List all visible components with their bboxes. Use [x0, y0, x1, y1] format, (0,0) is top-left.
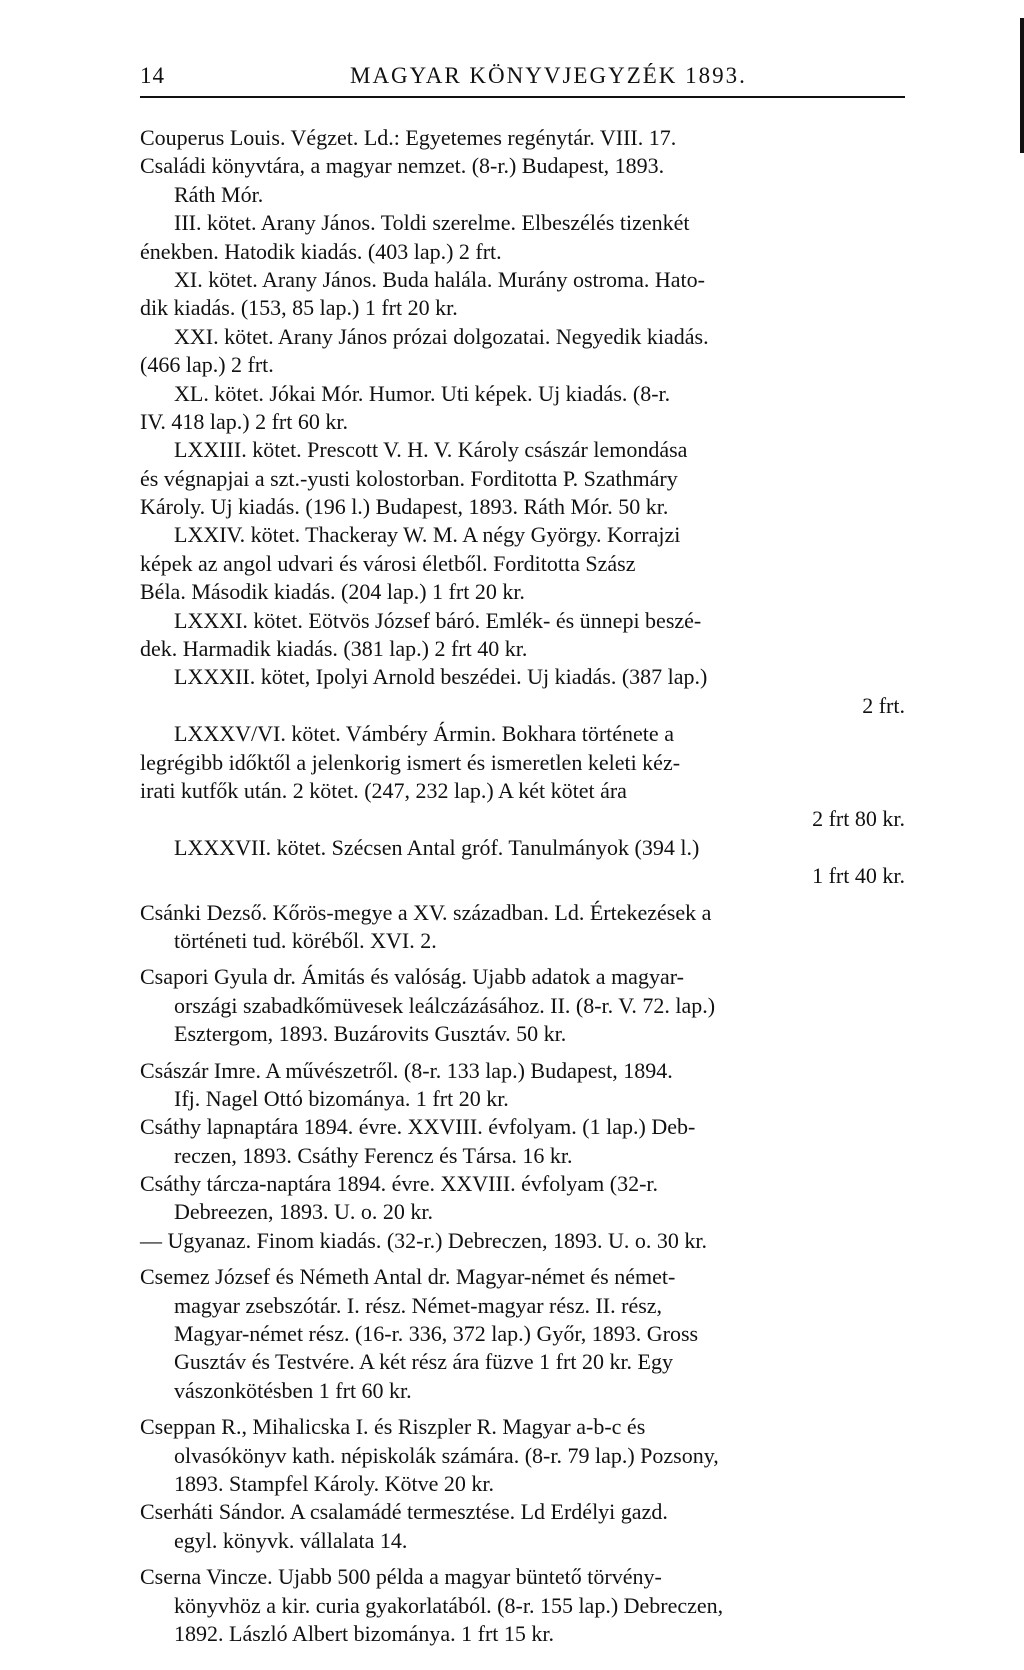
text-line: reczen, 1893. Csáthy Ferencz és Társa. 16 kr.: [174, 1142, 573, 1168]
text-line: Cserháti Sándor. A csalamádé termesztése. Ld Erdélyi gazd.: [140, 1499, 668, 1525]
text-line: dek. Harmadik kiadás. (381 lap.) 2 frt 40 kr.: [140, 636, 528, 662]
text-line: országi szabadkőmüvesek leálczázásához. II. (8-r. V. 72. lap.): [174, 992, 716, 1018]
text-line: olvasókönyv kath. népiskolák számára. (8-r. 79 lap.) Pozsony,: [174, 1442, 719, 1468]
text-line: irati kutfők után. 2 kötet. (247, 232 lap.) A két kötet ára: [140, 777, 627, 803]
text-line: Magyar-német rész. (16-r. 336, 372 lap.) Győr, 1893. Gross: [174, 1321, 699, 1347]
spacer: [140, 891, 905, 899]
entry-cserna: [140, 1563, 905, 1648]
text-line: 2 frt 80 kr.: [812, 806, 905, 832]
text-line: Ráth Mór.: [174, 181, 264, 207]
text-line: vászonkötésben 1 frt 60 kr.: [174, 1377, 412, 1403]
text-line: Esztergom, 1893. Buzárovits Gusztáv. 50 kr.: [174, 1021, 567, 1047]
text-line: képek az angol udvari és városi életből. Forditotta Szász: [140, 550, 636, 576]
spacer: [140, 1049, 905, 1057]
text-line: IV. 418 lap.) 2 frt 60 kr.: [140, 408, 348, 434]
text-line: Családi könyvtára, a magyar nemzet. (8-r.) Budapest, 1893.: [140, 153, 665, 179]
text-line: XI. kötet. Arany János. Buda halála. Murány ostroma. Hato-: [174, 266, 705, 292]
text-line: Cseppan R., Mihalicska I. és Riszpler R. Magyar a-b-c és: [140, 1414, 646, 1440]
text-line: Csemez József és Németh Antal dr. Magyar-német és német-: [140, 1264, 676, 1290]
header-rule: [140, 96, 905, 98]
text-line: Couperus Louis. Végzet. Ld.: Egyetemes regénytár. VIII. 17.: [140, 125, 677, 150]
text-line: énekben. Hatodik kiadás. (403 lap.) 2 frt.: [140, 238, 502, 264]
text-line: egyl. könyvk. vállalata 14.: [174, 1527, 408, 1553]
text-line: 1893. Stampfel Károly. Kötve 20 kr.: [174, 1470, 494, 1496]
text-line: 2 frt.: [862, 692, 905, 718]
spacer: [140, 1255, 905, 1263]
text-line: Csapori Gyula dr. Ámitás és valóság. Ujabb adatok a magyar-: [140, 964, 684, 990]
catalog-entries: [140, 124, 905, 1648]
text-line: Béla. Második kiadás. (204 lap.) 1 frt 20 kr.: [140, 579, 525, 605]
spacer: [140, 1405, 905, 1413]
text-line: LXXXV/VI. kötet. Vámbéry Ármin. Bokhara története a: [174, 721, 674, 747]
text-line: Csáthy lapnaptára 1894. évre. XXVIII. évfolyam. (1 lap.) Deb-: [140, 1114, 696, 1140]
text-line: legrégibb időktől a jelenkorig ismert és ismeretlen keleti kéz-: [140, 749, 681, 775]
spacer: [140, 1555, 905, 1563]
text-line: Gusztáv és Testvére. A két rész ára füzve 1 frt 20 kr. Egy: [174, 1349, 673, 1375]
text-line: LXXXII. kötet, Ipolyi Arnold beszédei. Uj kiadás. (387 lap.): [174, 664, 708, 690]
text-line: Ifj. Nagel Ottó bizománya. 1 frt 20 kr.: [174, 1085, 509, 1111]
text-line: — Ugyanaz. Finom kiadás. (32-r.) Debreczen, 1893. U. o. 30 kr.: [140, 1227, 707, 1253]
text-line: magyar zsebszótár. I. rész. Német-magyar rész. II. rész,: [174, 1292, 663, 1318]
text-line: történeti tud. köréből. XVI. 2.: [174, 927, 437, 953]
text-line: III. kötet. Arany János. Toldi szerelme. Elbeszélés tizenkét: [174, 210, 690, 236]
text-line: Cserna Vincze. Ujabb 500 példa a magyar büntető törvény-: [140, 1564, 662, 1590]
text-line: LXXXVII. kötet. Szécsen Antal gróf. Tanulmányok (394 l.): [174, 834, 700, 860]
text-line: 1 frt 40 kr.: [812, 863, 905, 889]
entry-csathy-lapnaptara: [140, 1113, 905, 1170]
entry-csaszar: [140, 1057, 905, 1114]
text-line: Csánki Dezső. Kőrös-megye a XV. században. Ld. Értekezések a: [140, 899, 712, 925]
page-header: [140, 58, 905, 94]
entry-csaladi-konyvtara: [140, 152, 905, 890]
text-line: (466 lap.) 2 frt.: [140, 352, 274, 378]
text-line: 1892. László Albert bizománya. 1 frt 15 kr.: [174, 1620, 555, 1646]
page-edge-shadow: [1020, 18, 1024, 153]
text-line: LXXXI. kötet. Eötvös József báró. Emlék- és ünnepi beszé-: [174, 607, 702, 633]
text-line: és végnapjai a szt.-yusti kolostorban. Forditotta P. Szathmáry: [140, 465, 678, 491]
text-line: XL. kötet. Jókai Mór. Humor. Uti képek. Uj kiadás. (8-r.: [174, 380, 671, 406]
entry-csemez: [140, 1263, 905, 1405]
running-title: MAGYAR KÖNYVJEGYZÉK 1893.: [350, 63, 747, 88]
entry-csathy-tarcza-naptara: [140, 1170, 905, 1255]
text-line: könyvhöz a kir. curia gyakorlatából. (8-r. 155 lap.) Debreczen,: [174, 1592, 724, 1618]
text-line: Csáthy tárcza-naptára 1894. évre. XXVIII. évfolyam (32-r.: [140, 1171, 659, 1197]
entry-csanki: [140, 899, 905, 956]
text-line: LXXIII. kötet. Prescott V. H. V. Károly császár lemondása: [174, 437, 688, 463]
text-line: dik kiadás. (153, 85 lap.) 1 frt 20 kr.: [140, 295, 458, 321]
entry-couperus: [140, 124, 905, 152]
text-line: XXI. kötet. Arany János prózai dolgozatai. Negyedik kiadás.: [174, 323, 709, 349]
text-line: Császár Imre. A művészetről. (8-r. 133 lap.) Budapest, 1894.: [140, 1057, 673, 1083]
page-number: 14: [140, 63, 165, 88]
entry-csapori: [140, 963, 905, 1048]
text-line: Debreezen, 1893. U. o. 20 kr.: [174, 1199, 434, 1225]
entry-cseppan: [140, 1413, 905, 1498]
text-line: LXXIV. kötet. Thackeray W. M. A négy György. Korrajzi: [174, 522, 681, 548]
spacer: [140, 955, 905, 963]
text-line: Károly. Uj kiadás. (196 l.) Budapest, 1893. Ráth Mór. 50 kr.: [140, 494, 669, 520]
entry-cserhati: [140, 1498, 905, 1555]
